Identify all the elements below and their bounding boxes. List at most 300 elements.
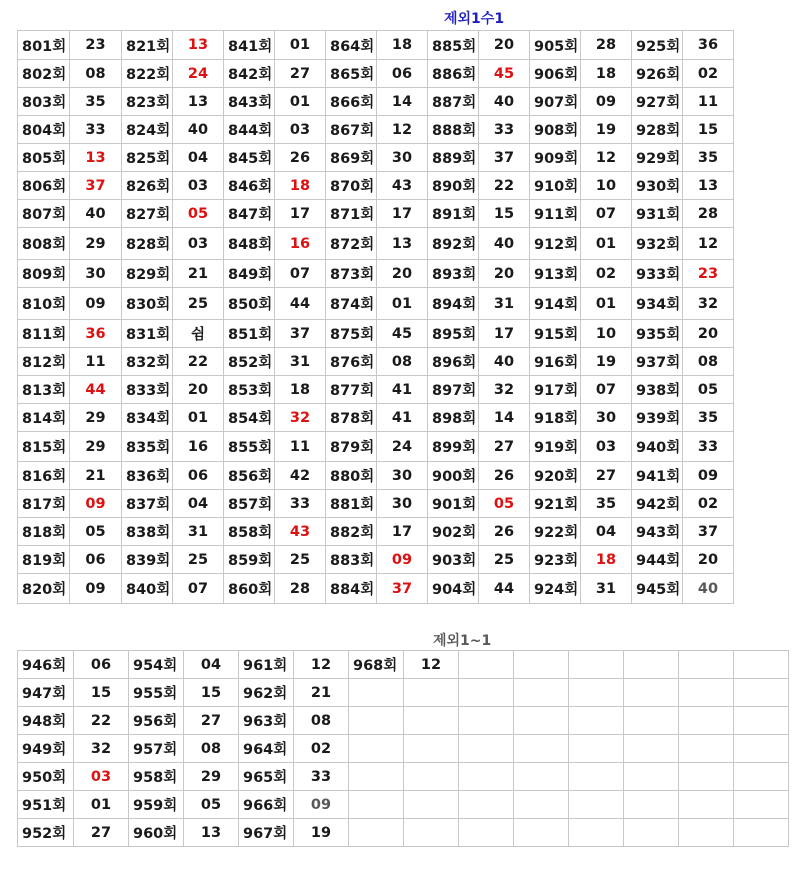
round-number: 08 [377, 348, 428, 376]
empty-cell [349, 679, 404, 707]
round-number: 25 [479, 546, 530, 574]
round-number: 14 [479, 404, 530, 432]
empty-cell [624, 707, 679, 735]
round-number: 24 [173, 60, 224, 88]
round-number: 33 [275, 490, 326, 518]
round-number: 27 [275, 60, 326, 88]
round-label: 802회 [18, 60, 70, 88]
empty-cell [514, 791, 569, 819]
round-number: 26 [275, 144, 326, 172]
round-label: 851회 [224, 320, 275, 348]
empty-cell [404, 735, 459, 763]
round-label: 893회 [428, 260, 479, 288]
empty-cell [569, 763, 624, 791]
round-label: 825회 [122, 144, 173, 172]
round-label: 856회 [224, 462, 275, 490]
round-label: 871회 [326, 200, 377, 228]
round-label: 876회 [326, 348, 377, 376]
round-label: 881회 [326, 490, 377, 518]
round-number: 13 [184, 819, 239, 847]
round-label: 803회 [18, 88, 70, 116]
bottom-results-table [17, 650, 789, 847]
round-number: 29 [70, 432, 122, 462]
round-label: 847회 [224, 200, 275, 228]
round-number: 07 [173, 574, 224, 604]
round-number: 28 [683, 200, 734, 228]
round-label: 946회 [18, 651, 74, 679]
empty-cell [734, 651, 789, 679]
round-label: 908회 [530, 116, 581, 144]
round-number: 11 [683, 88, 734, 116]
round-label: 939회 [632, 404, 683, 432]
round-number: 32 [683, 288, 734, 320]
round-label: 960회 [129, 819, 184, 847]
round-label: 892회 [428, 228, 479, 260]
round-label: 913회 [530, 260, 581, 288]
round-number: 08 [294, 707, 349, 735]
round-number: 13 [70, 144, 122, 172]
round-label: 948회 [18, 707, 74, 735]
round-label: 955회 [129, 679, 184, 707]
round-label: 903회 [428, 546, 479, 574]
round-number: 01 [74, 791, 129, 819]
round-number: 25 [173, 288, 224, 320]
round-number: 22 [173, 348, 224, 376]
round-label: 896회 [428, 348, 479, 376]
round-number: 37 [377, 574, 428, 604]
empty-cell [679, 679, 734, 707]
round-number: 32 [479, 376, 530, 404]
round-label: 805회 [18, 144, 70, 172]
round-label: 866회 [326, 88, 377, 116]
round-number: 07 [275, 260, 326, 288]
round-number: 44 [275, 288, 326, 320]
table-row [18, 60, 734, 88]
top-results-table [17, 30, 734, 604]
table-row [18, 200, 734, 228]
table-row [18, 288, 734, 320]
round-label: 875회 [326, 320, 377, 348]
round-number: 33 [294, 763, 349, 791]
round-number: 05 [70, 518, 122, 546]
round-number: 03 [581, 432, 632, 462]
round-number: 21 [294, 679, 349, 707]
empty-cell [679, 819, 734, 847]
round-number: 10 [581, 320, 632, 348]
round-label: 931회 [632, 200, 683, 228]
round-number: 23 [70, 31, 122, 60]
round-number: 18 [377, 31, 428, 60]
round-label: 962회 [239, 679, 294, 707]
round-number: 19 [581, 348, 632, 376]
round-label: 959회 [129, 791, 184, 819]
round-number: 05 [173, 200, 224, 228]
round-label: 928회 [632, 116, 683, 144]
empty-cell [734, 679, 789, 707]
round-number: 02 [683, 490, 734, 518]
round-number: 40 [70, 200, 122, 228]
round-label: 907회 [530, 88, 581, 116]
round-number: 12 [581, 144, 632, 172]
round-number: 09 [70, 574, 122, 604]
round-number: 09 [70, 490, 122, 518]
round-label: 854회 [224, 404, 275, 432]
round-number: 20 [377, 260, 428, 288]
round-label: 937회 [632, 348, 683, 376]
round-number: 02 [581, 260, 632, 288]
bottom-table-title: 제외1~1 [433, 633, 492, 649]
round-number: 쉼 [173, 320, 224, 348]
round-label: 965회 [239, 763, 294, 791]
round-label: 873회 [326, 260, 377, 288]
round-label: 818회 [18, 518, 70, 546]
round-label: 846회 [224, 172, 275, 200]
round-number: 07 [581, 200, 632, 228]
round-number: 45 [377, 320, 428, 348]
round-label: 910회 [530, 172, 581, 200]
round-label: 838회 [122, 518, 173, 546]
round-number: 32 [275, 404, 326, 432]
round-number: 18 [581, 546, 632, 574]
round-label: 869회 [326, 144, 377, 172]
round-label: 912회 [530, 228, 581, 260]
table-row [18, 88, 734, 116]
round-number: 24 [377, 432, 428, 462]
round-number: 23 [683, 260, 734, 288]
round-number: 36 [683, 31, 734, 60]
round-number: 37 [479, 144, 530, 172]
round-number: 37 [275, 320, 326, 348]
round-number: 02 [294, 735, 349, 763]
round-label: 890회 [428, 172, 479, 200]
round-number: 29 [184, 763, 239, 791]
round-number: 11 [275, 432, 326, 462]
table-row [18, 518, 734, 546]
round-label: 958회 [129, 763, 184, 791]
round-number: 25 [275, 546, 326, 574]
round-label: 824회 [122, 116, 173, 144]
table-row [18, 320, 734, 348]
empty-cell [624, 651, 679, 679]
round-number: 12 [404, 651, 459, 679]
round-label: 957회 [129, 735, 184, 763]
round-number: 06 [74, 651, 129, 679]
round-label: 804회 [18, 116, 70, 144]
round-number: 26 [479, 462, 530, 490]
round-number: 01 [377, 288, 428, 320]
table-row [18, 228, 734, 260]
round-number: 21 [173, 260, 224, 288]
round-number: 26 [479, 518, 530, 546]
round-number: 13 [683, 172, 734, 200]
round-number: 37 [70, 172, 122, 200]
round-label: 837회 [122, 490, 173, 518]
round-label: 891회 [428, 200, 479, 228]
round-label: 904회 [428, 574, 479, 604]
round-number: 20 [683, 546, 734, 574]
round-label: 944회 [632, 546, 683, 574]
empty-cell [734, 819, 789, 847]
round-label: 843회 [224, 88, 275, 116]
round-label: 832회 [122, 348, 173, 376]
round-label: 945회 [632, 574, 683, 604]
empty-cell [459, 791, 514, 819]
round-number: 04 [184, 651, 239, 679]
round-number: 40 [479, 228, 530, 260]
round-number: 41 [377, 404, 428, 432]
empty-cell [514, 763, 569, 791]
round-label: 842회 [224, 60, 275, 88]
round-number: 16 [173, 432, 224, 462]
round-number: 25 [173, 546, 224, 574]
round-number: 31 [275, 348, 326, 376]
empty-cell [404, 819, 459, 847]
round-label: 949회 [18, 735, 74, 763]
round-label: 833회 [122, 376, 173, 404]
round-label: 819회 [18, 546, 70, 574]
empty-cell [459, 651, 514, 679]
round-label: 956회 [129, 707, 184, 735]
round-number: 17 [377, 518, 428, 546]
round-label: 880회 [326, 462, 377, 490]
round-number: 42 [275, 462, 326, 490]
round-number: 41 [377, 376, 428, 404]
empty-cell [459, 819, 514, 847]
round-number: 10 [581, 172, 632, 200]
empty-cell [679, 763, 734, 791]
table-row [18, 116, 734, 144]
round-number: 43 [377, 172, 428, 200]
round-number: 36 [70, 320, 122, 348]
round-number: 01 [275, 88, 326, 116]
round-number: 01 [581, 288, 632, 320]
round-number: 31 [581, 574, 632, 604]
round-number: 40 [173, 116, 224, 144]
round-number: 37 [683, 518, 734, 546]
table-row [18, 763, 789, 791]
empty-cell [679, 735, 734, 763]
empty-cell [349, 791, 404, 819]
round-label: 898회 [428, 404, 479, 432]
table-row [18, 172, 734, 200]
round-label: 925회 [632, 31, 683, 60]
round-label: 920회 [530, 462, 581, 490]
round-number: 15 [479, 200, 530, 228]
round-label: 909회 [530, 144, 581, 172]
round-number: 35 [683, 144, 734, 172]
round-label: 933회 [632, 260, 683, 288]
round-label: 816회 [18, 462, 70, 490]
round-label: 926회 [632, 60, 683, 88]
round-number: 17 [377, 200, 428, 228]
round-label: 811회 [18, 320, 70, 348]
round-label: 942회 [632, 490, 683, 518]
round-label: 922회 [530, 518, 581, 546]
table-row [18, 144, 734, 172]
empty-cell [624, 791, 679, 819]
round-label: 845회 [224, 144, 275, 172]
round-label: 820회 [18, 574, 70, 604]
round-label: 889회 [428, 144, 479, 172]
round-label: 964회 [239, 735, 294, 763]
round-number: 17 [479, 320, 530, 348]
empty-cell [349, 735, 404, 763]
round-number: 09 [683, 462, 734, 490]
round-number: 20 [173, 376, 224, 404]
round-number: 44 [479, 574, 530, 604]
round-number: 05 [184, 791, 239, 819]
table-row [18, 791, 789, 819]
round-number: 40 [479, 348, 530, 376]
round-label: 968회 [349, 651, 404, 679]
round-label: 935회 [632, 320, 683, 348]
round-number: 07 [581, 376, 632, 404]
round-label: 914회 [530, 288, 581, 320]
empty-cell [349, 707, 404, 735]
round-number: 03 [275, 116, 326, 144]
round-label: 874회 [326, 288, 377, 320]
round-label: 906회 [530, 60, 581, 88]
round-label: 911회 [530, 200, 581, 228]
empty-cell [404, 763, 459, 791]
empty-cell [459, 735, 514, 763]
table-row [18, 432, 734, 462]
round-label: 831회 [122, 320, 173, 348]
empty-cell [514, 679, 569, 707]
empty-cell [624, 819, 679, 847]
table-row [18, 31, 734, 60]
round-label: 855회 [224, 432, 275, 462]
round-label: 808회 [18, 228, 70, 260]
round-label: 895회 [428, 320, 479, 348]
round-label: 870회 [326, 172, 377, 200]
empty-cell [624, 679, 679, 707]
round-label: 923회 [530, 546, 581, 574]
round-number: 12 [294, 651, 349, 679]
round-number: 03 [173, 172, 224, 200]
round-label: 823회 [122, 88, 173, 116]
round-number: 05 [683, 376, 734, 404]
empty-cell [569, 679, 624, 707]
round-label: 879회 [326, 432, 377, 462]
round-label: 954회 [129, 651, 184, 679]
round-label: 817회 [18, 490, 70, 518]
round-number: 22 [74, 707, 129, 735]
round-number: 18 [275, 172, 326, 200]
round-label: 821회 [122, 31, 173, 60]
round-label: 941회 [632, 462, 683, 490]
round-number: 08 [683, 348, 734, 376]
empty-cell [514, 651, 569, 679]
round-label: 814회 [18, 404, 70, 432]
round-number: 32 [74, 735, 129, 763]
round-label: 947회 [18, 679, 74, 707]
empty-cell [404, 791, 459, 819]
table-row [18, 348, 734, 376]
empty-cell [679, 707, 734, 735]
empty-cell [679, 791, 734, 819]
empty-cell [459, 679, 514, 707]
round-label: 828회 [122, 228, 173, 260]
round-label: 952회 [18, 819, 74, 847]
table-row [18, 574, 734, 604]
round-label: 809회 [18, 260, 70, 288]
round-label: 915회 [530, 320, 581, 348]
round-label: 884회 [326, 574, 377, 604]
round-label: 878회 [326, 404, 377, 432]
round-label: 938회 [632, 376, 683, 404]
round-number: 08 [70, 60, 122, 88]
round-number: 20 [479, 31, 530, 60]
round-label: 919회 [530, 432, 581, 462]
round-label: 827회 [122, 200, 173, 228]
round-label: 858회 [224, 518, 275, 546]
empty-cell [459, 763, 514, 791]
empty-cell [569, 791, 624, 819]
round-label: 940회 [632, 432, 683, 462]
table-row [18, 260, 734, 288]
round-number: 01 [173, 404, 224, 432]
round-number: 19 [581, 116, 632, 144]
round-label: 950회 [18, 763, 74, 791]
round-label: 887회 [428, 88, 479, 116]
round-number: 04 [173, 490, 224, 518]
table-row [18, 462, 734, 490]
round-number: 16 [275, 228, 326, 260]
round-number: 27 [184, 707, 239, 735]
empty-cell [569, 819, 624, 847]
round-label: 839회 [122, 546, 173, 574]
round-label: 900회 [428, 462, 479, 490]
round-label: 918회 [530, 404, 581, 432]
empty-cell [734, 735, 789, 763]
round-number: 01 [275, 31, 326, 60]
round-number: 03 [173, 228, 224, 260]
round-number: 15 [74, 679, 129, 707]
empty-cell [734, 791, 789, 819]
round-number: 20 [683, 320, 734, 348]
round-number: 18 [581, 60, 632, 88]
round-number: 04 [173, 144, 224, 172]
round-label: 888회 [428, 116, 479, 144]
round-number: 14 [377, 88, 428, 116]
round-label: 807회 [18, 200, 70, 228]
table-row [18, 735, 789, 763]
round-number: 09 [294, 791, 349, 819]
round-number: 06 [70, 546, 122, 574]
empty-cell [459, 707, 514, 735]
round-label: 924회 [530, 574, 581, 604]
round-label: 848회 [224, 228, 275, 260]
round-label: 865회 [326, 60, 377, 88]
round-label: 849회 [224, 260, 275, 288]
round-number: 45 [479, 60, 530, 88]
round-number: 30 [377, 462, 428, 490]
round-number: 29 [70, 404, 122, 432]
round-number: 35 [683, 404, 734, 432]
round-label: 877회 [326, 376, 377, 404]
round-label: 852회 [224, 348, 275, 376]
round-label: 943회 [632, 518, 683, 546]
table-row [18, 651, 789, 679]
round-label: 886회 [428, 60, 479, 88]
top-table-title: 제외1수1 [444, 11, 505, 27]
round-number: 13 [377, 228, 428, 260]
round-label: 815회 [18, 432, 70, 462]
round-number: 09 [70, 288, 122, 320]
round-label: 897회 [428, 376, 479, 404]
round-number: 01 [581, 228, 632, 260]
